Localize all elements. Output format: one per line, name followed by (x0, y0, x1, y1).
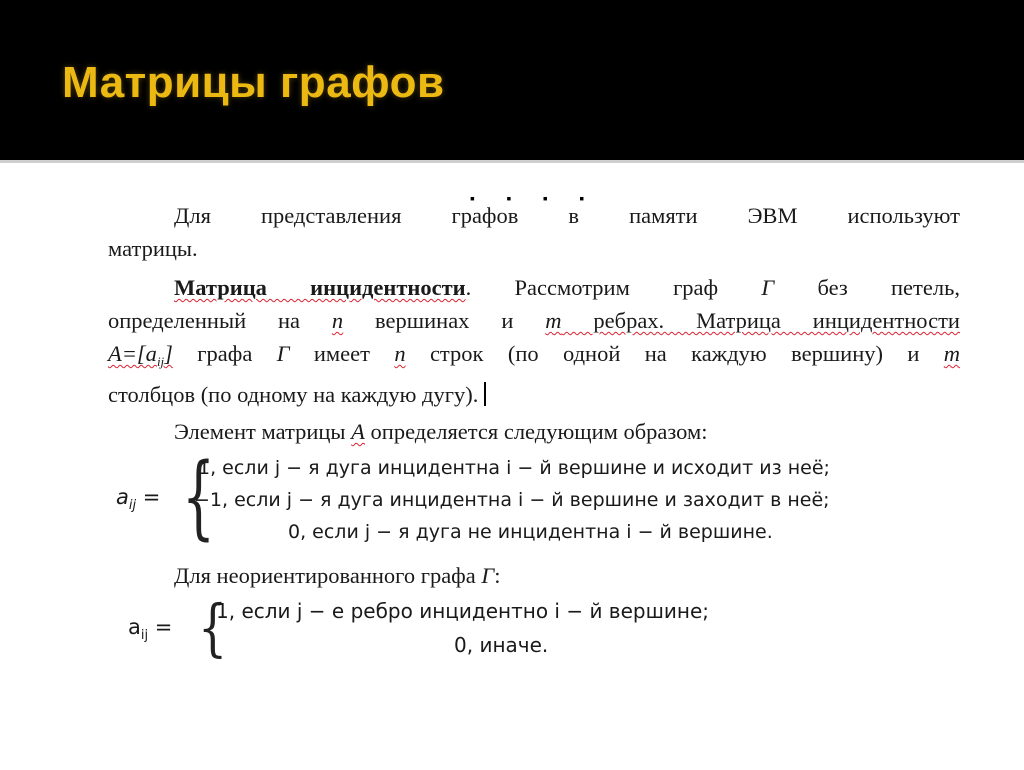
document-scan (108, 185, 960, 448)
formula-undirected (128, 591, 888, 675)
formula-directed-lhs: $a_{ij}$ = (116, 485, 161, 513)
formula-undirected-case2: 0, иначе. (454, 633, 549, 657)
slide-title: Матрицы графов (62, 58, 445, 107)
paragraph-intro-line1: Для представления графов в памяти ЭВМ используют (174, 203, 960, 228)
paragraph-incidence-line1: Матрица инцидентности. Рассмотрим граф Г без петель, (174, 275, 960, 300)
incidence-heading: Матрица инцидентности (174, 275, 466, 300)
formula-undirected-lhs: $a_{ij}$ = (128, 615, 173, 643)
content-area (0, 160, 1024, 770)
formula-undirected-case1: 1, если j − е ребро инцидентно i − й вершине; (216, 599, 709, 623)
cropped-text-marks: ▪ ▪ ▪ ▪ (470, 192, 599, 207)
paragraph-incidence-line3: $A=[a_{ij}]$ графа Г имеет n строк (по одной на каждую вершину) и m (108, 341, 960, 369)
formula-directed (116, 445, 976, 553)
paragraph-incidence-line2: определенный на n вершинах и m ребрах. Матрица инцидентности (108, 308, 960, 333)
brace-icon: { (182, 445, 216, 550)
formula-directed-case3: 0, если j − я дуга не инцидентна i − й вершине. (288, 521, 773, 543)
formula-directed-case2: −1, если j − я дуга инцидентна i − й вершине и заходит в неё; (194, 489, 830, 511)
brace-icon: { (198, 591, 228, 664)
text-cursor (484, 382, 486, 406)
formula-directed-case1: 1, если j − я дуга инцидентна i − й вершине и исходит из неё; (198, 457, 830, 479)
paragraph-undirected: Для неориентированного графа Г: (174, 563, 501, 588)
paragraph-incidence-line4: столбцов (по одному на каждую дугу). (108, 378, 960, 411)
paragraph-element-definition: Элемент матрицы A определяется следующим образом: (174, 419, 708, 444)
paragraph-intro-line2: матрицы. (108, 236, 198, 261)
